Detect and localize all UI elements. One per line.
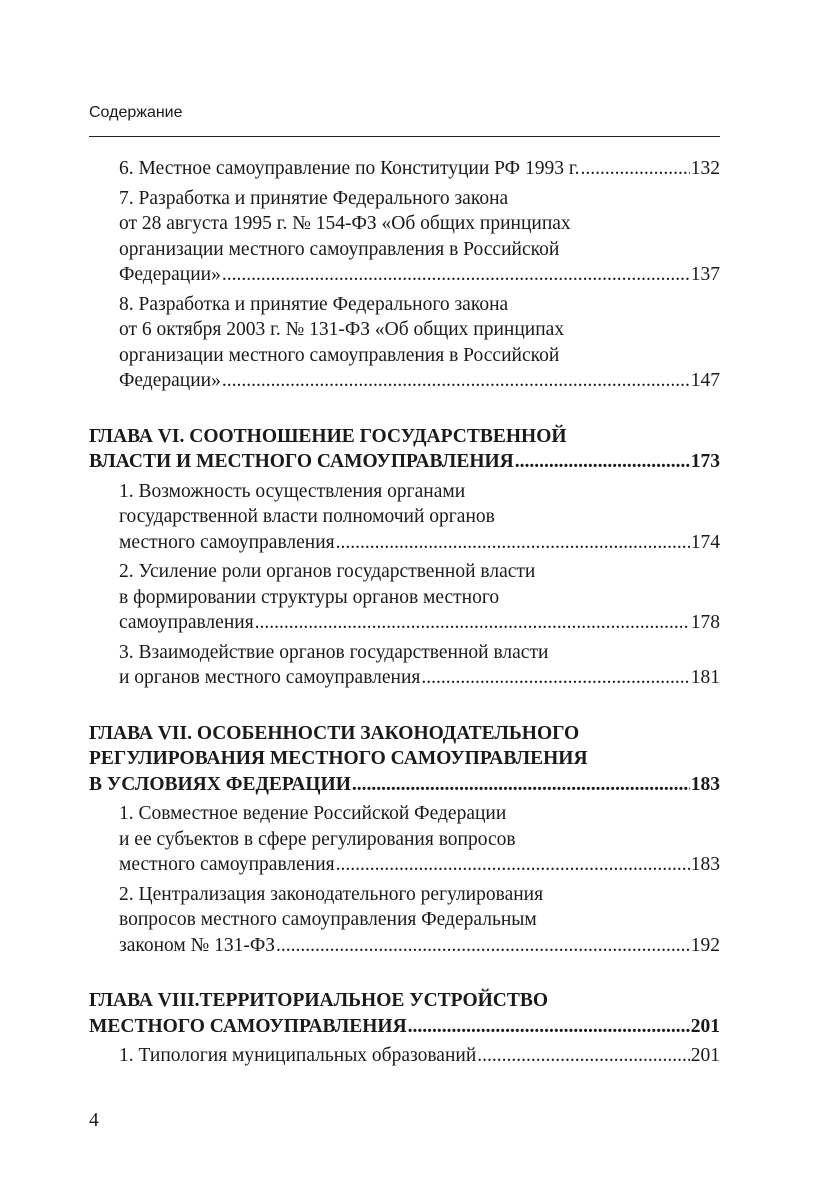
table-of-contents bbox=[89, 156, 720, 1069]
toc-page-number: 183 bbox=[690, 854, 720, 875]
toc-entry-last-line bbox=[119, 665, 720, 691]
dot-leader bbox=[421, 665, 689, 691]
toc-entry-line bbox=[119, 907, 720, 933]
dot-leader bbox=[336, 852, 690, 878]
toc-entry-title: 7. Разработка и принятие Федерального закона bbox=[119, 187, 509, 209]
toc-entry-title: 2. Усиление роли органов государственной власти bbox=[119, 561, 536, 582]
toc-section-entry[interactable] bbox=[89, 479, 720, 556]
toc-entry-line bbox=[89, 721, 720, 747]
toc-entry-title: самоуправления bbox=[119, 612, 254, 633]
toc-page-number: 201 bbox=[690, 1045, 720, 1066]
toc-page-number: 173 bbox=[690, 451, 720, 472]
toc-entry-line bbox=[119, 479, 720, 505]
toc-entry-line bbox=[119, 504, 720, 530]
toc-section-entry[interactable] bbox=[89, 156, 720, 182]
toc-page-number: 201 bbox=[690, 1015, 720, 1037]
toc-entry-line bbox=[119, 343, 720, 369]
toc-entry-title: законом № 131-ФЗ bbox=[119, 934, 276, 956]
toc-page-number: 137 bbox=[690, 264, 720, 285]
toc-entry-title: 6. Местное самоуправление по Конституции РФ 1993 г. bbox=[119, 158, 580, 179]
dot-leader bbox=[515, 449, 690, 475]
toc-page-number: 183 bbox=[690, 773, 720, 795]
toc-entry-last-line bbox=[119, 530, 720, 556]
toc-entry-title: 2. Централизация законодательного регулирования bbox=[119, 883, 544, 905]
header-rule bbox=[89, 136, 720, 137]
dot-leader bbox=[352, 772, 690, 798]
toc-entry-line bbox=[119, 801, 720, 827]
toc-entry-title: 1. Совместное ведение Российской Федерации bbox=[119, 803, 507, 824]
toc-entry-title: в формировании структуры органов местного bbox=[119, 586, 500, 608]
toc-entry-line bbox=[119, 882, 720, 908]
toc-section-entry[interactable] bbox=[89, 640, 720, 691]
toc-page-number: 174 bbox=[690, 531, 720, 553]
dot-leader bbox=[477, 1043, 689, 1069]
toc-section-entry[interactable] bbox=[89, 801, 720, 878]
toc-entry-line bbox=[119, 640, 720, 666]
toc-entry-line bbox=[119, 211, 720, 237]
toc-entry-line bbox=[119, 186, 720, 212]
toc-entry-line bbox=[89, 424, 720, 450]
toc-entry-title: от 28 августа 1995 г. № 154-ФЗ «Об общих принципах bbox=[119, 213, 571, 234]
toc-entry-last-line bbox=[119, 156, 720, 182]
page-number: 4 bbox=[89, 1110, 99, 1131]
dot-leader bbox=[276, 933, 690, 959]
toc-entry-title: организации местного самоуправления в Российской bbox=[119, 238, 560, 260]
toc-entry-title: 1. Типология муниципальных образований bbox=[119, 1045, 477, 1066]
toc-entry-last-line bbox=[89, 449, 720, 475]
toc-entry-title: ГЛАВА VIII.ТЕРРИТОРИАЛЬНОЕ УСТРОЙСТВО bbox=[89, 990, 549, 1011]
toc-section-entry[interactable] bbox=[89, 559, 720, 636]
toc-section-entry[interactable] bbox=[89, 186, 720, 288]
toc-entry-title: Федерации» bbox=[119, 264, 221, 285]
toc-page-number: 147 bbox=[690, 370, 720, 391]
toc-entry-title: РЕГУЛИРОВАНИЯ МЕСТНОГО САМОУПРАВЛЕНИЯ bbox=[89, 748, 588, 769]
dot-leader bbox=[581, 156, 690, 182]
toc-section-entry[interactable] bbox=[89, 882, 720, 959]
dot-leader bbox=[222, 262, 690, 288]
toc-entry-last-line bbox=[119, 610, 720, 636]
toc-entry-title: 3. Взаимодействие органов государственной власти bbox=[119, 641, 549, 663]
toc-chapter-entry[interactable] bbox=[89, 721, 720, 798]
toc-entry-title: организации местного самоуправления в Российской bbox=[119, 344, 560, 366]
toc-entry-line bbox=[119, 292, 720, 318]
dot-leader bbox=[336, 530, 690, 556]
toc-entry-title: 1. Возможность осуществления органами bbox=[119, 480, 466, 502]
toc-entry-title: ГЛАВА VI. СООТНОШЕНИЕ ГОСУДАРСТВЕННОЙ bbox=[89, 425, 567, 447]
toc-entry-title: государственной власти полномочий органов bbox=[119, 506, 495, 527]
toc-section-entry[interactable] bbox=[89, 292, 720, 394]
toc-entry-title: местного самоуправления bbox=[119, 854, 335, 875]
toc-entry-title: и ее субъектов в сфере регулирования вопросов bbox=[119, 828, 516, 850]
dot-leader bbox=[222, 368, 690, 394]
toc-entry-line bbox=[119, 237, 720, 263]
toc-entry-line bbox=[119, 317, 720, 343]
toc-entry-title: МЕСТНОГО САМОУПРАВЛЕНИЯ bbox=[89, 1015, 407, 1037]
toc-entry-last-line bbox=[119, 933, 720, 959]
toc-entry-line bbox=[119, 585, 720, 611]
toc-entry-last-line bbox=[89, 772, 720, 798]
toc-entry-last-line bbox=[119, 1043, 720, 1069]
toc-entry-title: В УСЛОВИЯХ ФЕДЕРАЦИИ bbox=[89, 773, 351, 795]
toc-entry-last-line bbox=[119, 368, 720, 394]
toc-entry-last-line bbox=[119, 852, 720, 878]
running-header: Содержание bbox=[89, 104, 183, 121]
toc-entry-title: ГЛАВА VII. ОСОБЕННОСТИ ЗАКОНОДАТЕЛЬНОГО bbox=[89, 722, 580, 744]
toc-entry-last-line bbox=[119, 262, 720, 288]
toc-entry-line bbox=[89, 746, 720, 772]
dot-leader bbox=[255, 610, 690, 636]
toc-section-entry[interactable] bbox=[89, 1043, 720, 1069]
toc-entry-last-line bbox=[89, 1014, 720, 1040]
toc-chapter-entry[interactable] bbox=[89, 424, 720, 475]
toc-entry-title: от 6 октября 2003 г. № 131-ФЗ «Об общих принципах bbox=[119, 319, 565, 340]
toc-entry-title: местного самоуправления bbox=[119, 531, 335, 553]
toc-chapter-entry[interactable] bbox=[89, 988, 720, 1039]
toc-page-number: 178 bbox=[690, 612, 720, 633]
book-page bbox=[89, 0, 720, 1199]
toc-entry-title: 8. Разработка и принятие Федерального закона bbox=[119, 293, 509, 315]
toc-entry-title: вопросов местного самоуправления Федеральным bbox=[119, 909, 537, 930]
toc-page-number: 132 bbox=[690, 158, 720, 179]
toc-entry-line bbox=[89, 988, 720, 1014]
dot-leader bbox=[408, 1014, 690, 1040]
toc-entry-title: Федерации» bbox=[119, 370, 221, 391]
toc-entry-line bbox=[119, 827, 720, 853]
toc-page-number: 181 bbox=[690, 667, 720, 688]
toc-entry-title: ВЛАСТИ И МЕСТНОГО САМОУПРАВЛЕНИЯ bbox=[89, 451, 514, 472]
toc-page-number: 192 bbox=[690, 934, 720, 956]
toc-entry-line bbox=[119, 559, 720, 585]
toc-entry-title: и органов местного самоуправления bbox=[119, 667, 421, 688]
